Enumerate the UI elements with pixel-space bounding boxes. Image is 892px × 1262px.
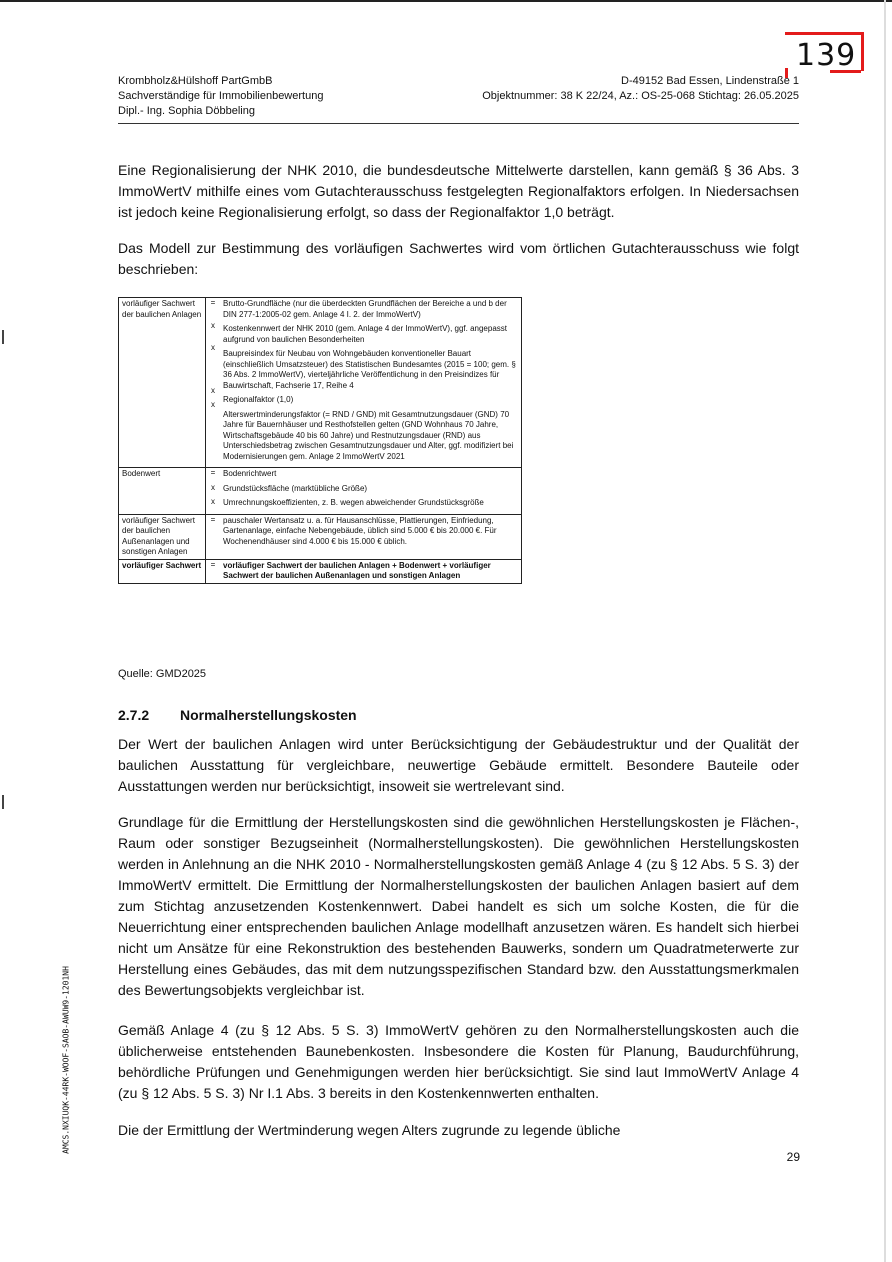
section-paragraph-3: Gemäß Anlage 4 (zu § 12 Abs. 5 S. 3) ImmoWertV gehören zu den Normalherstellungskosten auch die üblicherweise entstehenden Baunebenkosten. Insbesondere die Kosten für Planung, Baudurchführung, behördliche Prüfungen und Genehmigungen werden hier berücksichtigt. Sie sind laut ImmoWertV Anlage 4 (zu § 12 Abs. 5 S. 3) Nr I.1 Abs. 3 bereits in den Kostenkennwerten enthalten. bbox=[118, 1022, 799, 1101]
section-paragraph-2: Grundlage für die Ermittlung der Herstellungskosten sind die gewöhnlichen Herstellungskosten je Flächen-, Raum oder sonstiger Bezugseinheit (Normalherstellungskosten). Die gewöhnlichen Herstellungskosten werden in Anlehnung an die NHK 2010 - Normalherstellungskosten gemäß Anlage 4 (zu § 12 Abs. 5 S. 3) der ImmoWertV ermittelt. Die Ermittlung der Normalherstellungskosten der baulichen Anlagen basiert auf dem zum Stichtag anzusetzenden Kostenkennwert. Dabei handelt es sich um solche Kosten, die für die Neuerrichtung einer entsprechenden baulichen Anlage modellhaft anzusetzen wären. Es handelt sich hierbei nicht um Ansätze für eine Rekonstruktion des bestehenden Bauwerks, sondern um Quadratmeterwerte zur Herstellung eines Gebäudes, das mit dem nutzungsspezifischen Standard bzw. den Ausstattungsmerkmalen des Bewertungsobjekts vergleichbar ist. bbox=[118, 814, 799, 998]
table-row bbox=[119, 298, 522, 468]
scan-mark bbox=[2, 795, 4, 809]
stamp-number: 139 bbox=[796, 38, 857, 73]
table-item: Bodenrichtwert bbox=[223, 469, 277, 478]
page-number: 29 bbox=[786, 1150, 800, 1164]
operator-column: = bbox=[206, 559, 221, 583]
section-number: 2.7.2 bbox=[118, 707, 150, 723]
row-label: vorläufiger Sachwert bbox=[119, 559, 206, 583]
document-side-code: AMCS.NXIUQK-44RK-WOOF-SAOB-AWUW9-1201NH bbox=[61, 966, 71, 1154]
row-items bbox=[220, 298, 522, 468]
table-row bbox=[119, 514, 522, 559]
row-items bbox=[220, 468, 522, 515]
table-row bbox=[119, 468, 522, 515]
table-item: Alterswertminderungsfaktor (= RND / GND) mit Gesamtnutzungsdauer (GND) 70 Jahre für Bauernhäuser und Resthofstellen gelten (GND Wohnhaus 70 Jahre, Wirtschaftsgebäude 40 bis 60 Jahre) und Restnutzungsdauer (RND) aus Unterschiedsbetrag zwischen Gesamtnutzungsdauer und Alter, ggf. modifiziert bei Modernisierungen gem. Anlage 2 ImmoWertV 2021 bbox=[223, 409, 514, 461]
operator-column: = x x x x bbox=[206, 298, 221, 468]
section-heading bbox=[118, 707, 357, 723]
row-label: vorläufiger Sachwert der baulichen Außenanlagen und sonstigen Anlagen bbox=[119, 514, 206, 559]
row-items bbox=[220, 514, 522, 559]
table-item: Umrechnungskoeffizienten, z. B. wegen abweichender Grundstücksgröße bbox=[223, 498, 484, 507]
table-item: Kostenkennwert der NHK 2010 (gem. Anlage 4 der ImmoWertV), ggf. angepasst aufgrund von baulichen Besonderheiten bbox=[223, 324, 507, 344]
operator-column: = bbox=[206, 514, 221, 559]
top-border bbox=[0, 0, 892, 2]
table-item: Regionalfaktor (1,0) bbox=[223, 395, 294, 404]
section-title: Normalherstellungskosten bbox=[180, 707, 357, 723]
intro-paragraph-1: Eine Regionalisierung der NHK 2010, die bundesdeutsche Mittelwerte darstellen, kann gemäß § 36 Abs. 3 ImmoWertV mithilfe eines vom Gutachterausschuss festgelegten Regionalfaktors erfolgen. In Niedersachsen ist jedoch keine Regionalisierung erfolgt, so dass der Regionalfaktor 1,0 beträgt. bbox=[118, 162, 799, 220]
table-item: vorläufiger Sachwert der baulichen Anlagen + Bodenwert + vorläufiger Sachwert der baulichen Außenanlagen und sonstigen Anlagen bbox=[223, 560, 491, 580]
header-company: Krombholz&Hülshoff PartGmbB bbox=[118, 75, 273, 87]
header-address: D-49152 Bad Essen, Lindenstraße 1 bbox=[621, 75, 799, 87]
intro-paragraph-2: Das Modell zur Bestimmung des vorläufigen Sachwertes wird vom örtlichen Gutachterausschuss wie folgt beschrieben: bbox=[118, 240, 799, 277]
header-subtitle: Sachverständige für Immobilienbewertung bbox=[118, 90, 324, 102]
section-paragraph-4: Die der Ermittlung der Wertminderung wegen Alters zugrunde zu legende übliche bbox=[118, 1122, 621, 1138]
table-item: Brutto-Grundfläche (nur die überdeckten Grundflächen der Bereiche a und b der DIN 277-1:2005-02 gem. Anlage 4 I. 2. der ImmoWertV) bbox=[223, 299, 507, 319]
row-label: Bodenwert bbox=[119, 468, 206, 515]
sachwert-model-table bbox=[118, 297, 522, 584]
operator-column: = x x bbox=[206, 468, 221, 515]
header-left bbox=[118, 74, 323, 119]
page-edge bbox=[884, 0, 886, 1262]
table-item: pauschaler Wertansatz u. a. für Hausanschlüsse, Plattierungen, Einfriedung, Gartenanlage, einfache Nebengebäude, üblich sind 5.000 € bis 20.000 €. Für Wochenendhäuser sind 4.000 € bis 15.000 € üblich. bbox=[223, 515, 497, 546]
table-row bbox=[119, 559, 522, 583]
header-right bbox=[482, 74, 799, 104]
scan-mark bbox=[2, 330, 4, 344]
header-author: Dipl.- Ing. Sophia Döbbeling bbox=[118, 105, 255, 117]
table-item: Baupreisindex für Neubau von Wohngebäuden konventioneller Bauart (einschließlich Umsatzsteuer) des Statistischen Bundesamtes (2015 = 100; gem. § 36 Abs. 2 ImmoWertV), vierteljährliche Veröffentlichung in den Preisindizes für Bauwirtschaft, Fachserie 17, Reihe 4 bbox=[223, 349, 516, 390]
header-object-number: Objektnummer: 38 K 22/24, Az.: OS-25-068 Stichtag: 26.05.2025 bbox=[482, 90, 799, 102]
table-item: Grundstücksfläche (marktübliche Größe) bbox=[223, 483, 368, 493]
row-items bbox=[220, 559, 522, 583]
row-label: vorläufiger Sachwert der baulichen Anlagen bbox=[119, 298, 206, 468]
section-paragraph-1: Der Wert der baulichen Anlagen wird unter Berücksichtigung der Gebäudestruktur und der Qualität der baulichen Ausstattung für vergleichbare, neuwertige Gebäude ermittelt. Besondere Bauteile oder Ausstattungen werden nur berücksichtigt, insoweit sie wertrelevant sind. bbox=[118, 736, 799, 794]
header-rule bbox=[118, 123, 799, 124]
table-source: Quelle: GMD2025 bbox=[118, 668, 207, 680]
